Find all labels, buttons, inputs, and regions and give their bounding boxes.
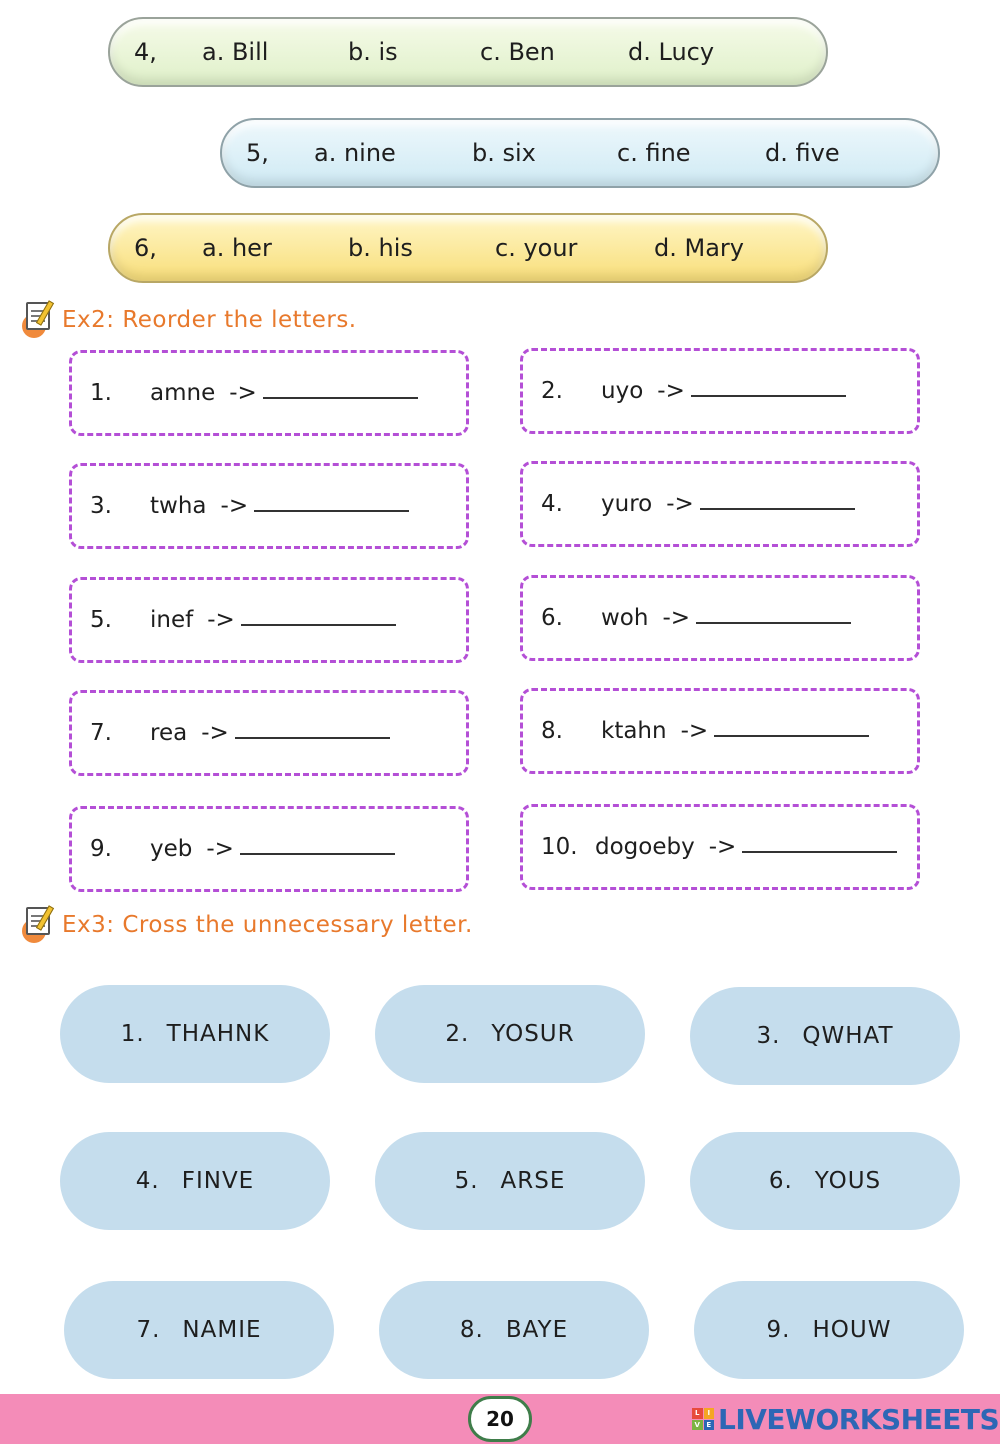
answer-blank[interactable] <box>714 717 869 737</box>
cross-letter-item-3[interactable] <box>690 987 960 1085</box>
item-number: 6. <box>541 605 563 631</box>
arrow: -> <box>229 380 257 406</box>
notepad-pencil-icon <box>20 905 58 945</box>
answer-blank[interactable] <box>696 604 851 624</box>
brand-name: LIVEWORKSHEETS <box>718 1402 1000 1436</box>
row-number: 5, <box>246 139 269 167</box>
arrow: -> <box>206 836 234 862</box>
ex2-title: Ex2: Reorder the letters. <box>62 307 357 333</box>
scrambled-word: woh <box>601 605 649 631</box>
word: FINVE <box>181 1168 255 1194</box>
item-number: 4. <box>541 491 563 517</box>
cross-letter-item-7[interactable] <box>64 1281 334 1379</box>
item-number: 10. <box>541 834 578 860</box>
item-number: 8. <box>459 1317 484 1343</box>
answer-blank[interactable] <box>691 377 846 397</box>
arrow: -> <box>201 720 229 746</box>
answer-blank[interactable] <box>700 490 855 510</box>
scrambled-word: inef <box>150 607 194 633</box>
scrambled-word: yuro <box>601 491 653 517</box>
cross-letter-item-8[interactable] <box>379 1281 649 1379</box>
option-d[interactable]: d. Lucy <box>628 38 715 66</box>
reorder-item-4 <box>520 461 920 547</box>
reorder-item-2 <box>520 348 920 434</box>
choice-row-4 <box>108 17 828 87</box>
item-number: 3. <box>756 1023 781 1049</box>
reorder-item-10 <box>520 804 920 890</box>
cross-letter-item-6[interactable] <box>690 1132 960 1230</box>
ex3-title: Ex3: Cross the unnecessary letter. <box>62 912 473 938</box>
option-b[interactable]: b. his <box>348 234 413 262</box>
word: YOUS <box>814 1168 882 1194</box>
liveworksheets-logo[interactable] <box>692 1402 999 1436</box>
item-number: 2. <box>445 1021 470 1047</box>
option-b[interactable]: b. six <box>472 139 536 167</box>
reorder-item-8 <box>520 688 920 774</box>
arrow: -> <box>657 378 685 404</box>
word: HOUW <box>812 1317 892 1343</box>
item-number: 3. <box>90 493 112 519</box>
item-number: 5. <box>90 607 112 633</box>
item-number: 4. <box>135 1168 160 1194</box>
scrambled-word: amne <box>150 380 216 406</box>
option-d[interactable]: d. five <box>765 139 840 167</box>
cross-letter-item-4[interactable] <box>60 1132 330 1230</box>
item-number: 5. <box>454 1168 479 1194</box>
answer-blank[interactable] <box>235 719 390 739</box>
word: QWHAT <box>802 1023 894 1049</box>
ex2-heading <box>20 300 357 340</box>
reorder-item-5 <box>69 577 469 663</box>
answer-blank[interactable] <box>263 379 418 399</box>
arrow: -> <box>708 834 737 860</box>
option-a[interactable]: a. nine <box>314 139 396 167</box>
cross-letter-item-1[interactable] <box>60 985 330 1083</box>
choice-row-5 <box>220 118 940 188</box>
answer-blank[interactable] <box>742 833 897 853</box>
option-b[interactable]: b. is <box>348 38 398 66</box>
arrow: -> <box>220 493 249 519</box>
arrow: -> <box>666 491 694 517</box>
option-d[interactable]: d. Mary <box>654 234 744 262</box>
reorder-item-1 <box>69 350 469 436</box>
item-number: 8. <box>541 718 563 744</box>
scrambled-word: dogoeby <box>595 834 695 860</box>
item-number: 7. <box>136 1317 161 1343</box>
word: THAHNK <box>166 1021 270 1047</box>
row-number: 4, <box>134 38 157 66</box>
arrow: -> <box>207 607 235 633</box>
answer-blank[interactable] <box>254 492 409 512</box>
cross-letter-item-9[interactable] <box>694 1281 964 1379</box>
arrow: -> <box>662 605 691 631</box>
word: YOSUR <box>491 1021 575 1047</box>
answer-blank[interactable] <box>241 606 396 626</box>
arrow: -> <box>680 718 709 744</box>
scrambled-word: rea <box>150 720 188 746</box>
scrambled-word: ktahn <box>601 718 667 744</box>
reorder-item-9 <box>69 806 469 892</box>
word: NAMIE <box>182 1317 262 1343</box>
ex3-heading <box>20 905 473 945</box>
scrambled-word: twha <box>150 493 207 519</box>
scrambled-word: uyo <box>601 378 644 404</box>
word: BAYE <box>505 1317 569 1343</box>
word: ARSE <box>500 1168 566 1194</box>
item-number: 1. <box>120 1021 145 1047</box>
item-number: 9. <box>766 1317 791 1343</box>
option-c[interactable]: c. fine <box>617 139 691 167</box>
option-c[interactable]: c. Ben <box>480 38 555 66</box>
liveworksheets-logo-icon: L I V E <box>692 1408 714 1430</box>
option-a[interactable]: a. Bill <box>202 38 269 66</box>
item-number: 7. <box>90 720 112 746</box>
reorder-item-6 <box>520 575 920 661</box>
notepad-pencil-icon <box>20 300 58 340</box>
cross-letter-item-2[interactable] <box>375 985 645 1083</box>
row-number: 6, <box>134 234 157 262</box>
answer-blank[interactable] <box>240 835 395 855</box>
cross-letter-item-5[interactable] <box>375 1132 645 1230</box>
item-number: 1. <box>90 380 112 406</box>
item-number: 6. <box>768 1168 793 1194</box>
reorder-item-7 <box>69 690 469 776</box>
item-number: 2. <box>541 378 563 404</box>
option-a[interactable]: a. her <box>202 234 272 262</box>
page-number: 20 <box>468 1396 532 1442</box>
option-c[interactable]: c. your <box>495 234 578 262</box>
item-number: 9. <box>90 836 112 862</box>
reorder-item-3 <box>69 463 469 549</box>
scrambled-word: yeb <box>150 836 193 862</box>
choice-row-6 <box>108 213 828 283</box>
